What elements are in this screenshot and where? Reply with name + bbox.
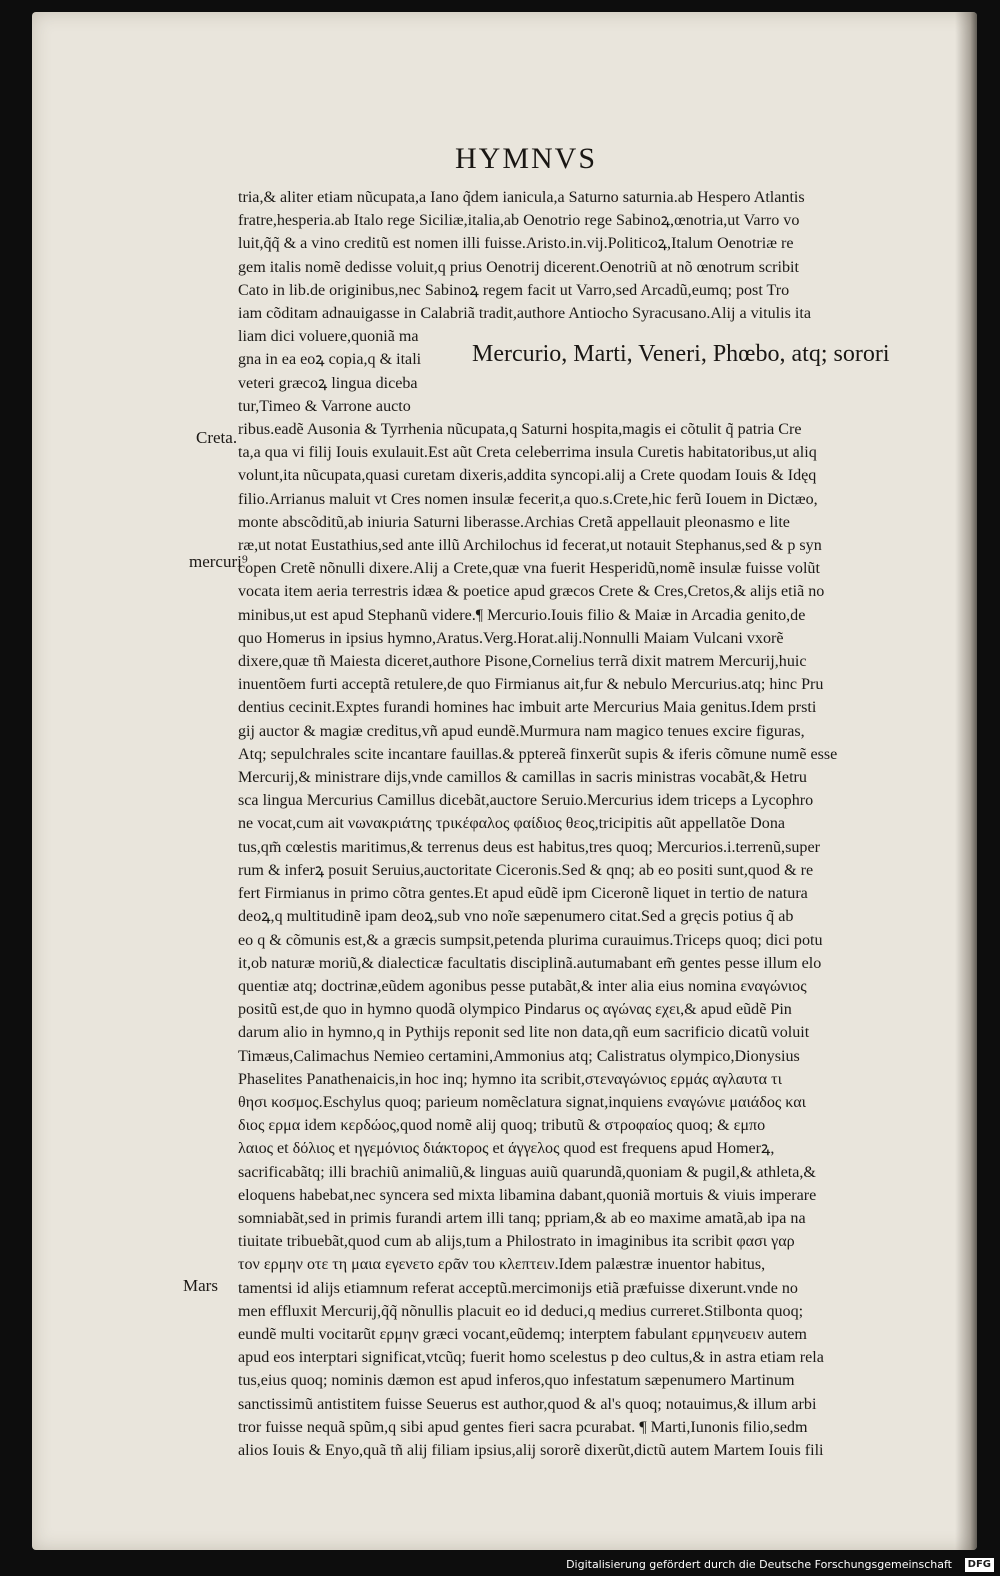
text-line: gij auctor & magiæ creditus,vñ apud eundẽ.Murmura nam magico tenues excire figuras, bbox=[238, 722, 805, 740]
body-text-block bbox=[238, 186, 958, 1462]
text-line: darum alio in hymno,q in Pythijs reponit sed lite non data,qñ eum sacrificio dicatũ voluit bbox=[238, 1024, 810, 1042]
text-line: men effluxit Mercurij,q̃q̃ nõnullis placuit eo id deduci,q medius curreret.Stilbonta quoq; bbox=[238, 1302, 804, 1320]
text-line: apud eos interptari significat,vtcũq; fuerit homo scelestus p deo cultus,& in astra etiam rela bbox=[238, 1349, 824, 1367]
text-line: copen Cretẽ nõnulli dixere.Alij a Crete,quæ vna fuerit Hesperidũ,nomẽ insulæ fuisse volũt bbox=[238, 560, 820, 578]
text-line: Cato in lib.de originibus,nec Sabinoꝝ regem facit ut Varro,sed Arcadũ,eumq; post Tro bbox=[238, 281, 790, 299]
text-line: minibus,ut est apud Stephanũ videre.¶ Mercurio.Iouis filio & Maiæ in Arcadia genito,de bbox=[238, 606, 806, 624]
margin-note-mars: Mars bbox=[183, 1276, 218, 1295]
text-line: luit,q̃q̃ & a vino creditũ est nomen illi fuisse.Aristo.in.vij.Politicoꝝ,Italum Oenotriæ re bbox=[238, 235, 794, 253]
text-line: vocata item aeria terrestris idæa & poetice apud græcos Crete & Cres,Cretos,& alijs etiã no bbox=[238, 583, 825, 601]
text-line: Atq; sepulchrales scite incantare fauillas.& pptereã finxerũt supis & iferis cõmune numẽ esse bbox=[238, 745, 838, 763]
text-line: eo q & cõmunis est,& a græcis sumpsit,petenda plurima curauimus.Triceps quoq; dici potu bbox=[238, 931, 823, 949]
text-line: deoꝝ,q multitudinẽ ipam deoꝝ,sub vno noĩe sæpenumero citat.Sed a gręcis potius q̃ ab bbox=[238, 908, 794, 926]
text-line: ne vocat,cum ait νωνακριάτης τρικέφαλος φαίδιος θεος,tricipitis aũt appellatõe Dona bbox=[238, 815, 786, 833]
margin-note-mercurius: mercuri⁹ bbox=[189, 552, 248, 571]
text-line: rum & inferꝝ posuit Seruius,auctoritate Ciceronis.Sed & qnq; ab eo positi sunt,quod & re bbox=[238, 861, 814, 879]
text-line: dixere,quæ tñ Maiesta diceret,authore Pisone,Cornelius terrã dixit matrem Mercurij,huic bbox=[238, 653, 807, 671]
hymn-verse-line: Mercurio, Marti, Veneri, Phœbo, atq; sorori bbox=[472, 341, 890, 367]
text-line: tria,& aliter etiam nũcupata,a Iano q̃dem ianicula,a Saturno saturnia.ab Hespero Atlantis bbox=[238, 189, 805, 206]
text-line: Phaselites Panathenaicis,in hoc inq; hymno ita scribit,στεναγώνιος ερμάς αγλαυτα τι bbox=[238, 1070, 782, 1088]
text-line: positũ est,de quo in hymno quodã olympico Pindarus ος αγώνας εχει,& apud eũdẽ Pin bbox=[238, 1001, 792, 1019]
text-line: gna in ea eoꝝ copia,q & itali bbox=[238, 351, 422, 369]
text-line: monte abscõditũ,ab iniuria Saturni liberasse.Archias Cretã appellauit pleonasmo e lite bbox=[238, 513, 790, 531]
text-line: gem italis nomẽ dedisse voluit,q prius Oenotrij dicerent.Oenotriũ at nõ œnotrum scribit bbox=[238, 258, 799, 276]
text-line: sca lingua Mercurius Camillus dicebãt,auctore Seruio.Mercurius idem triceps a Lycophro bbox=[238, 792, 814, 810]
text-line: volunt,ita nũcupata,quasi curetam dixeris,addita syncopi.alij a Crete quodam Iouis & Idęq bbox=[238, 467, 817, 485]
text-line: tus,qm̃ cœlestis maritimus,& terrenus deus est habitus,tres quoq; Mercurios.i.terrenũ,super bbox=[238, 838, 820, 856]
text-line: veteri græcoꝝ lingua diceba bbox=[238, 374, 418, 392]
text-line: it,ob naturæ moriũ,& dialecticæ facultatis disciplinã.autumabant em̃ gentes pesse illum elo bbox=[238, 954, 822, 972]
text-line: inuentõem furti acceptã retulere,de quo Firmianus ait,fur & nebulo Mercurius.atq; hinc Pru bbox=[238, 676, 824, 694]
text-line: Mercurij,& ministrare dijs,vnde camillos & camillas in sacris ministras vocabãt,& Hetru bbox=[238, 769, 807, 787]
text-line: fratre,hesperia.ab Italo rege Siciliæ,italia,ab Oenotrio rege Sabinoꝝ,œnotria,ut Varro vo bbox=[238, 212, 800, 230]
margin-note-creta: Creta. bbox=[196, 428, 238, 447]
text-line: liam dici voluere,quoniã ma bbox=[238, 328, 419, 346]
text-line: sanctissimũ antistitem fuisse Seuerus est author,quod & al's quoq; notauimus,& illum arbi bbox=[238, 1395, 817, 1413]
text-line: eundẽ multi vocitarũt ερμην græci vocant,eũdemq; interptem fabulant ερμηνευειν autem bbox=[238, 1325, 807, 1343]
text-line: iam cõditam adnauigasse in Calabriã tradit,authore Antiocho Syracusano.Alij a vitulis ita bbox=[238, 305, 811, 323]
text-line: tus,eius quoq; nominis dæmon est apud inferos,quo infestatum sæpenumero Martinum bbox=[238, 1372, 795, 1390]
text-line: λαιος et δόλιος et ηγεμόνιος διάκτορος et άγγελος quod est frequens apud Homerꝝ, bbox=[238, 1140, 775, 1158]
text-line: tror fuisse nequã spũm,q sibi apud gentes fieri sacra pcurabat. ¶ Marti,Iunonis filio,sedm bbox=[238, 1418, 808, 1436]
text-line: ribus.eadẽ Ausonia & Tyrrhenia nũcupata,q Saturni hospita,magis ei cõtulit q̃ patria Cre bbox=[238, 421, 802, 439]
text-line: ræ,ut notat Eustathius,sed ante illũ Archilochus id fecerat,ut notauit Stephanus,sed & p syn bbox=[238, 537, 822, 555]
dfg-logo: DFG bbox=[965, 1558, 994, 1572]
text-line: filio.Arrianus maluit vt Cres nomen insulæ fecerit,a quo.s.Crete,hic ferũ Iouem in Dictæo, bbox=[238, 490, 818, 508]
text-line: quentiæ atq; doctrinæ,eũdem agonibus pesse putabãt,& inter alia eius nomina εναγώνιος bbox=[238, 977, 807, 995]
text-line: dentius cecinit.Exptes furandi homines hac imbuit arte Mercurius Maia genitus.Idem prsti bbox=[238, 699, 817, 717]
text-line: διος ερμα idem κερδώος,quod nomẽ alij quoq; tributũ & στροφαίος quoq; & εμπο bbox=[238, 1117, 766, 1135]
page-header: HYMNVS bbox=[455, 142, 598, 175]
text-line: fert Firmianus in primo cõtra gentes.Et apud eũdẽ ipm Ciceronẽ liquet in tertio de natura bbox=[238, 885, 808, 903]
text-line: θησι κοσμος.Eschylus quoq; parieum nomẽclatura signat,inquiens εναγώνιε μαιάδος και bbox=[238, 1093, 806, 1111]
text-line: tamentsi id alijs etiamnum referat acceptũ.mercimonijs etiã præfuisse dixerunt.vnde no bbox=[238, 1279, 798, 1297]
page-gutter-shadow bbox=[955, 12, 977, 1550]
text-line: eloquens habebat,nec syncera sed mixta libamina dabant,quoniã mortuis & viuis imperare bbox=[238, 1186, 817, 1204]
text-line: sacrificabãtq; illi brachiũ animaliũ,& linguas auiũ quarundã,quoniam & pugil,& athleta,& bbox=[238, 1163, 816, 1181]
text-line: tiuitate tribuebãt,quod cum ab alijs,tum a Philostrato in imaginibus ita scribit φασι γαρ bbox=[238, 1233, 795, 1251]
text-line: ta,a qua vi filij Iouis exulauit.Est aũt Creta celeberrima insula Curetis habitatoribus,ut aliq bbox=[238, 444, 817, 462]
text-line: τον ερμην οτε τη μαια εγενετο ερᾶν του κλεπτειν.Idem palæstræ inuentor habitus, bbox=[238, 1256, 766, 1274]
text-line: tur,Timeo & Varrone aucto bbox=[238, 397, 411, 415]
digitization-credit: Digitalisierung gefördert durch die Deutsche Forschungsgemeinschaft bbox=[566, 1558, 952, 1571]
text-line: alios Iouis & Enyo,quã tñ alij filiam ipsius,alij sororẽ dixerũt,dictũ autem Martem Iouis fili bbox=[238, 1441, 824, 1459]
text-line: quo Homerus in ipsius hymno,Aratus.Verg.Horat.alij.Nonnulli Maiam Vulcani vxorẽ bbox=[238, 629, 784, 647]
text-line: Timæus,Calimachus Nemieo certamini,Ammonius atq; Calistratus olympico,Dionysius bbox=[238, 1047, 800, 1065]
text-line: somniabãt,sed in primis furandi artem illi tanq; ppriam,& ab eo maxime amatã,ab ipa na bbox=[238, 1209, 806, 1227]
